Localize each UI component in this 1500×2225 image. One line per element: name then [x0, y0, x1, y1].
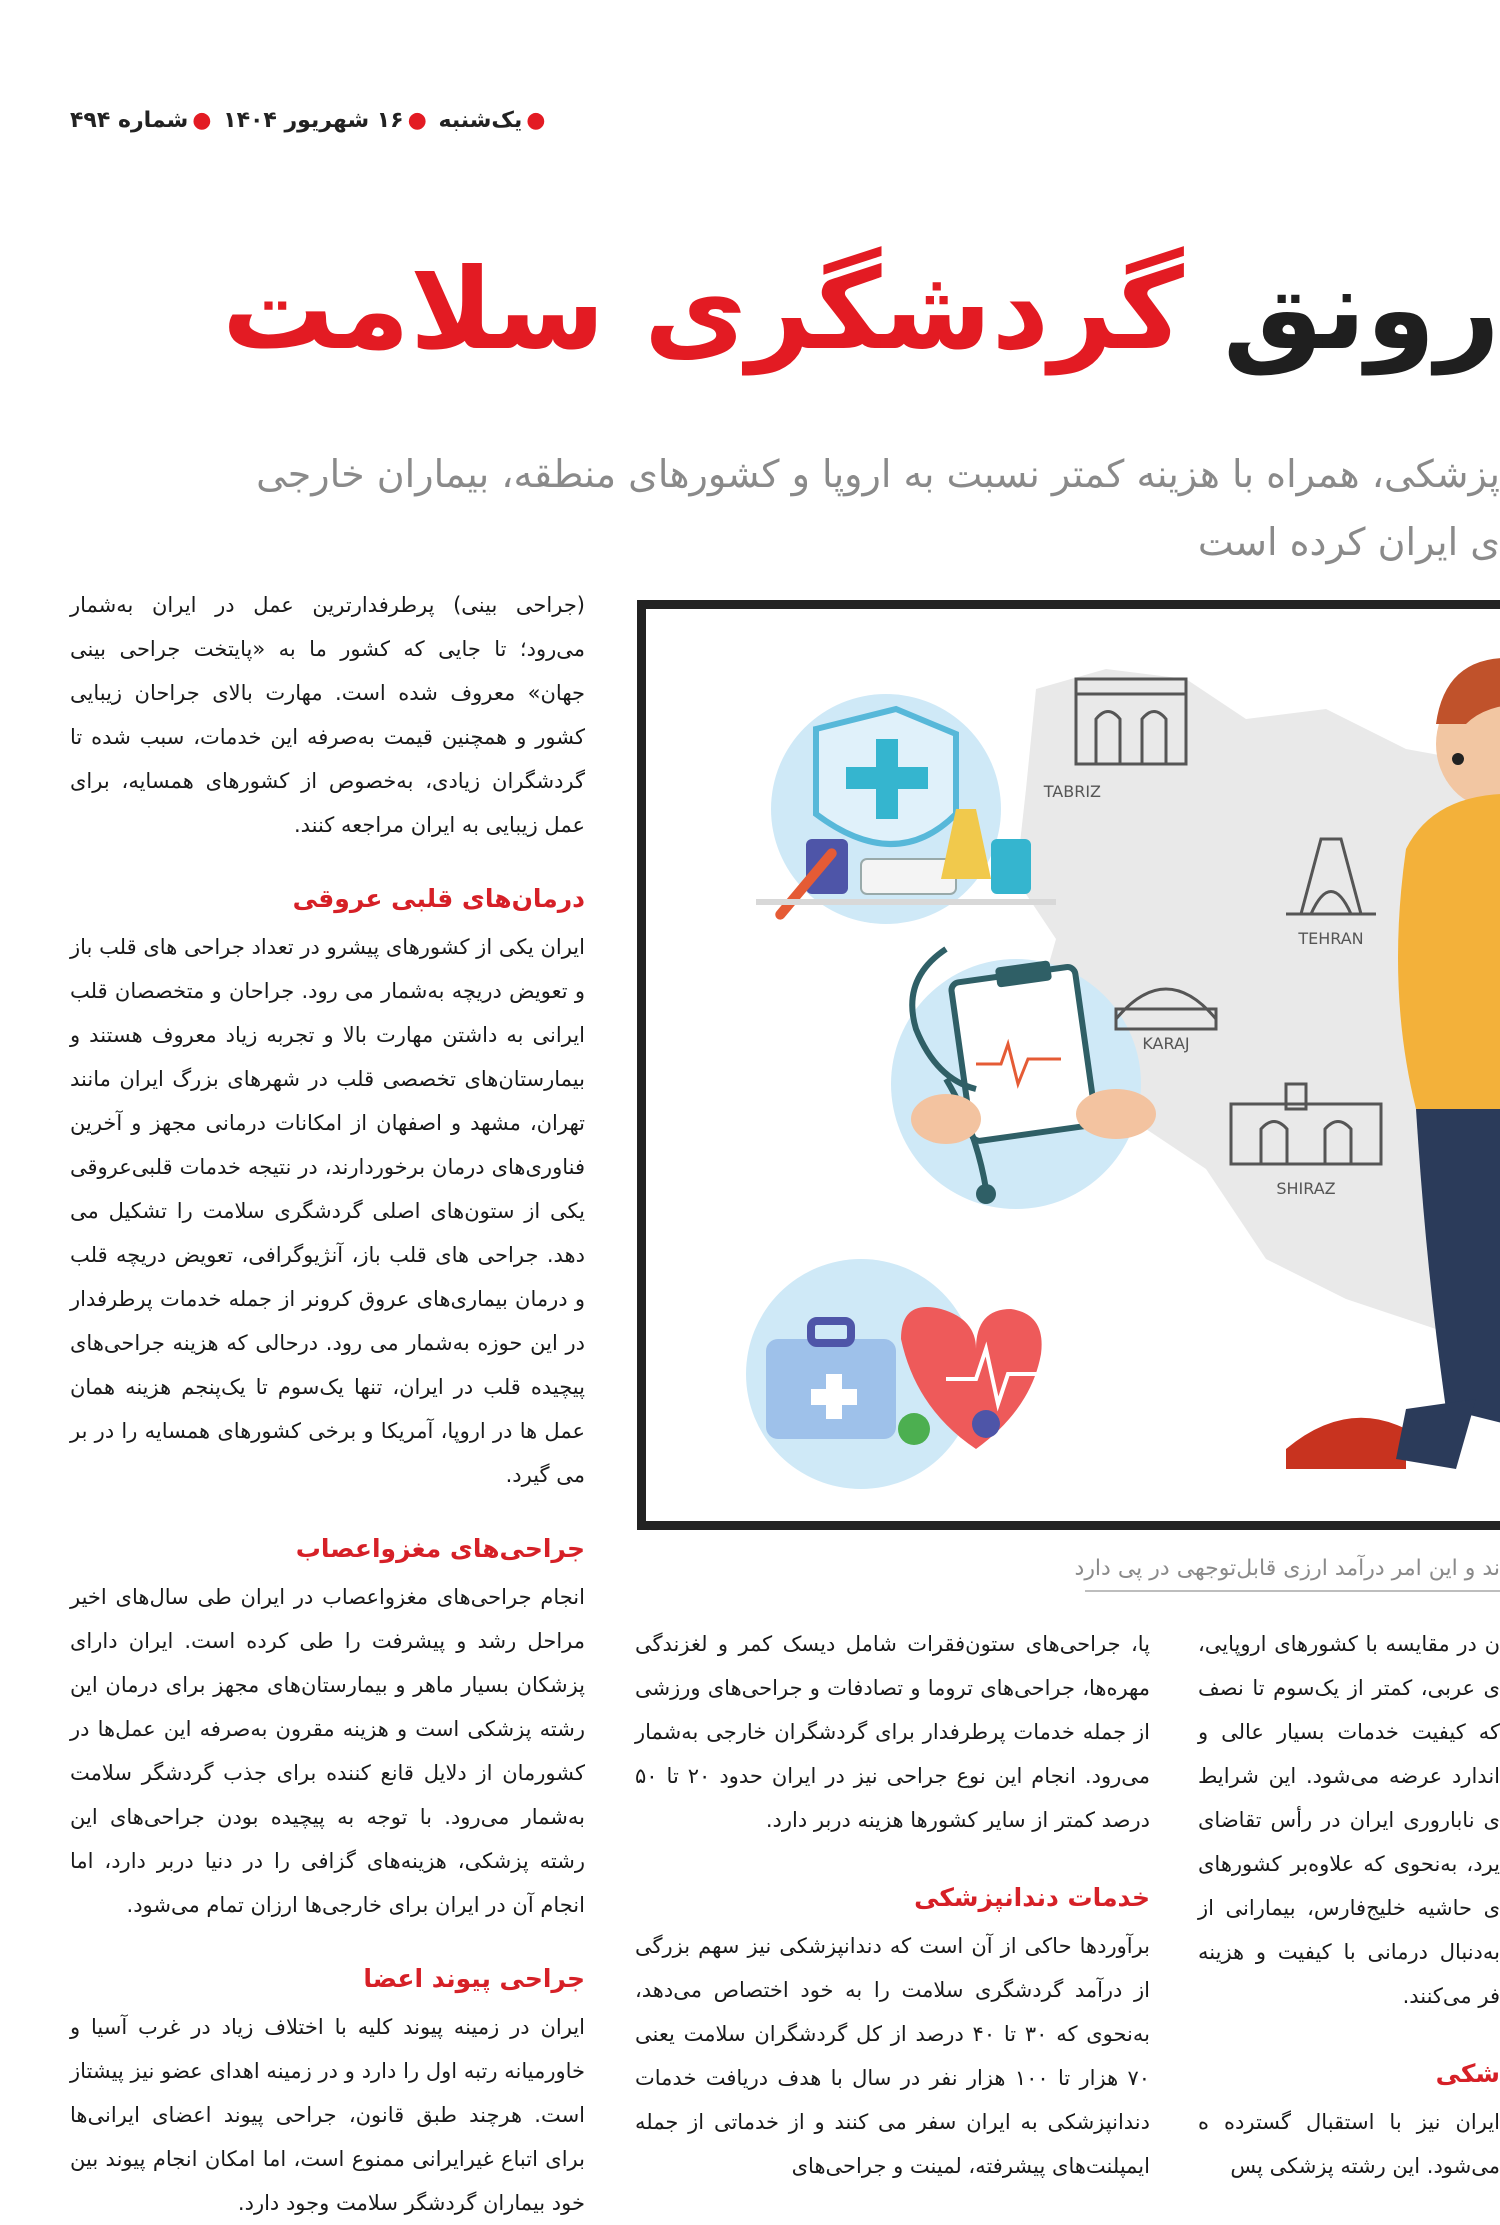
figure-caption: ند و این امر درآمد ارزی قابل‌توجهی در پی دارد — [1074, 1556, 1500, 1581]
bullet-icon: ● — [192, 108, 212, 133]
page-title — [221, 245, 1500, 375]
first-aid-heart-icon — [746, 1259, 1051, 1489]
right-paragraph-2: ایران نیز با استقبال گسترده ه‌ می‌شود. این رشته پزشکی پس — [1198, 2110, 1500, 2178]
illustration-figure — [637, 600, 1500, 1530]
paragraph-dental: برآوردها حاکی از آن است که دندانپزشکی نیز سهم بزرگی از درآمد گردشگری سلامت را به خود اختصاص می‌دهد، به‌نحوی که ۳۰ تا ۴۰ درصد از کل گردشگران سلامت یعنی ۷۰ هزار تا ۱۰۰ هزار نفر در سال با هدف دریافت خدمات دندانپزشکی به ایران سفر می کنند و از خدماتی از جمله ایمپلنت‌های پیشرفته، لمینت و جراحی‌های — [635, 1934, 1151, 2178]
middle-paragraph-intro: پا، جراحی‌های ستون‌فقرات شامل دیسک کمر و لغزندگی مهره‌ها، جراحی‌های تروما و تصادفات و جراحی‌های ورزشی از جمله خدمات پرطرفدار برای گردشگران خارجی به‌شمار می‌رود. انجام این نوع جراحی نیز در ایران حدود ۲۰ تا ۵۰ درصد کمتر از سایر کشورها هزینه دربر دارد. — [635, 1632, 1150, 1832]
right-paragraph-intro: ن در مقایسه با کشورهای اروپایی، ی عربی، کمتر از یک‌سوم تا نصف که کیفیت خدمات بسیار عالی و اندارد عرضه می‌شود. این شرایط ی ناباروری ایران در رأس تقاضای یرد، به‌نحوی که علاوه‌بر کشورهای ی حاشیه خلیج‌فارس، بیمارانی از به‌دنبال درمانی با کیفیت و هزینه فر می‌کنند. — [1198, 1632, 1500, 2008]
paragraph-neuro: انجام جراحی‌های مغزواعصاب در ایران طی سال‌های اخیر مراحل رشد و پیشرفت را طی کرده است. ایران دارای پزشکان بسیار ماهر و بیمارستان‌های مجهز برای درمان این رشته پزشکی است و هزینه مقرون به‌صرفه این عمل‌ها در کشورمان از دلایل قانع کننده برای جذب گردشگر سلامت به‌شمار می‌رود. با توجه به پیچیده بودن جراحی‌های این رشته پزشکی، هزینه‌های گزافی را در دنیا دربر دارد، اما انجام آن در ایران برای خارجی‌ها ارزان تمام می‌شود. — [70, 1585, 585, 1917]
dateline — [70, 108, 549, 133]
middle-column — [635, 1622, 1151, 2178]
heading-cardiac: درمان‌های قلبی عروقی — [292, 884, 585, 913]
lead-line-1: پزشکی، همراه با هزینه کمتر نسبت به اروپا و کشورهای منطقه، بیماران خارجی — [256, 452, 1500, 496]
bullet-icon: ● — [407, 108, 427, 133]
bullet-icon: ● — [526, 108, 546, 133]
left-column — [70, 583, 585, 2215]
city-label-tehran: TEHRAN — [1298, 929, 1364, 948]
heading-neuro: جراحی‌های مغزواعصاب — [295, 1534, 585, 1563]
caption-divider — [1085, 1590, 1500, 1592]
dateline-date: ۱۶ شهریور ۱۴۰۴ — [223, 108, 404, 133]
illustration-svg — [646, 609, 1500, 1539]
city-label-shiraz: SHIRAZ — [1276, 1179, 1336, 1198]
city-label-tabriz: TABRIZ — [1043, 782, 1101, 801]
headline-red: گردشگری سلامت — [221, 245, 1184, 375]
heading-transplant: جراحی پیوند اعضا — [363, 1964, 585, 1993]
headline-dark: رونق — [1222, 245, 1500, 375]
city-label-karaj: KARAJ — [1142, 1034, 1190, 1053]
dateline-issue: شماره ۴۹۴ — [70, 108, 189, 133]
paragraph-transplant: ایران در زمینه پیوند کلیه با اختلاف زیاد در غرب آسیا و خاورمیانه رتبه اول را دارد و در زمینه اهدای عضو نیز پیشتاز است. هرچند طبق قانون، جراحی پیوند اعضای ایرانی‌ها برای اتباع غیرایرانی ممنوع است، اما امکان انجام پیوند بین خود بیماران گردشگر سلامت وجود دارد. — [70, 2015, 585, 2215]
left-paragraph-intro: (جراحی بینی) پرطرفدارترین عمل در ایران به‌شمار می‌رود؛ تا جایی که کشور ما به «پایتخت جراحی بینی جهان» معروف شده است. مهارت بالای جراحان زیبایی کشور و همچنین قیمت به‌صرفه این خدمات، سبب شده تا گردشگران زیادی، به‌خصوص از کشورهای همسایه، برای عمل زیبایی به ایران مراجعه کنند. — [70, 593, 585, 837]
lead-line-2: ی ایران کرده است — [1197, 520, 1500, 564]
paragraph-cardiac: ایران یکی از کشورهای پیشرو در تعداد جراحی های قلب باز و تعویض دریچه به‌شمار می رود. جراحان و متخصصان قلب ایرانی به داشتن مهارت بالا و تجربه زیاد معروف هستند و بیمارستان‌های تخصصی قلب در شهرهای بزرگ ایران مانند تهران، مشهد و اصفهان از امکانات درمانی مجهز و آخرین فناوری‌های درمان برخوردارند، در نتیجه خدمات قلبی‌عروقی یکی از ستون‌های اصلی گردشگری سلامت را تشکیل می دهد. جراحی های قلب باز، آنژیوگرافی، تعویض دریچه قلب و درمان بیماری‌های عروق کرونر از جمله خدمات پرطرفدار در این حوزه به‌شمار می رود. درحالی که هزینه جراحی‌های پیچیده قلب در ایران، تنها یک‌سوم تا یک‌پنجم هزینه همان عمل ها در اروپا، آمریکا و برخی کشورهای همسایه را در بر می گیرد. — [70, 935, 585, 1487]
dateline-day: یک‌شنبه — [438, 108, 523, 133]
heading-right-partial: شکی — [1435, 2059, 1500, 2088]
lead-paragraph — [256, 440, 1500, 576]
right-column — [1198, 1622, 1500, 2178]
heading-dental: خدمات دندانپزشکی — [914, 1883, 1150, 1912]
medicine-icon — [756, 694, 1056, 924]
